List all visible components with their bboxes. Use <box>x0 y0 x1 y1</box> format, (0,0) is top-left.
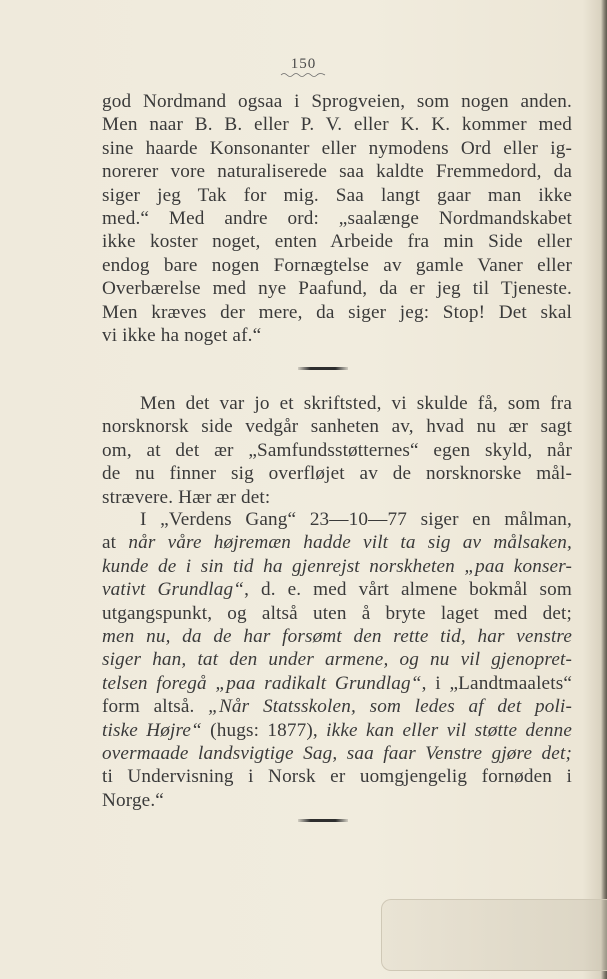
page-number-ornament <box>280 72 326 78</box>
text-line: sine haarde Konsonanter eller nymodens Ord eller ig- <box>102 137 572 159</box>
text-line <box>102 695 572 718</box>
text-run: at <box>102 532 129 554</box>
text-line: Men det var jo et skriftsted, vi skulde få, som fra <box>140 393 572 414</box>
text-line: Overbærelse med nye Paafund, da er jeg til Tjeneste. <box>102 278 572 300</box>
text-line: siger jeg Tak for mig. Saa langt gaar man ikke <box>102 184 572 206</box>
text-line: om, at det ær „Samfundsstøtternes“ egen skyld, når <box>102 439 572 461</box>
text-line: med.“ Med andre ord: „saalænge Nordmandskabet <box>102 207 572 229</box>
italic-run: ikke kan eller vil støtte denne <box>326 719 572 741</box>
paragraph-quote-end <box>102 90 572 347</box>
text-line: ikke koster noget, enten Arbeide fra min Side eller <box>102 231 572 253</box>
text-line: siger han, tat den under armene, og nu vil gjenopret- <box>102 649 572 671</box>
text-line: kunde de i sin tid ha gjenrejst norskheten „paa konser- <box>102 555 572 577</box>
text-line: vi ikke ha noget af.“ <box>102 324 262 346</box>
text-line <box>102 672 572 695</box>
text-run: (hugs: 1877), <box>201 719 327 741</box>
section-divider <box>298 819 348 822</box>
text-line: ti Undervisning i Norsk er uomgjengelig fornøden i <box>102 766 572 788</box>
text-line: men nu, da de har forsømt den rette tid, har venstre <box>102 625 572 647</box>
text-run: , d. e. med vårt almene bokmål som <box>244 579 572 601</box>
page-edge-shadow <box>601 0 607 979</box>
text-line: I „Verdens Gang“ 23—10—77 siger en målman, <box>140 509 572 530</box>
italic-run: tiske Højre“ <box>102 719 202 741</box>
italic-run: telsen foregå „paa radikalt Grundlag“ <box>102 672 422 694</box>
section-divider <box>298 367 348 370</box>
text-line: Norge.“ <box>102 789 164 811</box>
text-run: , i „Landtmaalets“ <box>421 672 572 694</box>
text-line: endog bare nogen Fornægtelse av gamle Vaner eller <box>102 254 572 276</box>
text-line: norsknorsk side vedgår sanheten av, hvad nu ær sagt <box>102 416 572 438</box>
paragraph-skriftsted <box>102 392 572 509</box>
text-line <box>102 531 572 554</box>
italic-run: vativt Grundlag“ <box>102 579 245 601</box>
text-line: overmaade landsvigtige Sag, saa faar Venstre gjøre det; <box>102 742 572 764</box>
paragraph-verdens-gang <box>102 508 572 812</box>
text-line: utgangspunkt, og altså uten å bryte laget med det; <box>102 602 572 624</box>
text-line: Men naar B. B. eller P. V. eller K. K. kommer med <box>102 114 572 136</box>
text-line: de nu finner sig overfløjet av de norsknorske mål- <box>102 463 572 485</box>
text-line: norerer vore naturaliserede saa kaldte Fremmedord, da <box>102 161 572 183</box>
page-number: 150 <box>290 56 317 72</box>
text-line <box>102 578 572 601</box>
italic-run: „Når Statsskolen, som ledes af det poli- <box>208 696 572 718</box>
text-line: strævere. Hær ær det: <box>102 486 271 508</box>
text-line: Men kræves der mere, da siger jeg: Stop! Det skal <box>102 301 572 323</box>
italic-run: når våre højremæn hadde vilt ta sig av målsaken, <box>128 532 572 554</box>
text-line <box>102 719 572 742</box>
text-run: form altså. <box>102 696 209 718</box>
page-corner-stain <box>381 899 607 971</box>
text-line: god Nordmand ogsaa i Sprogveien, som nogen anden. <box>102 91 572 112</box>
